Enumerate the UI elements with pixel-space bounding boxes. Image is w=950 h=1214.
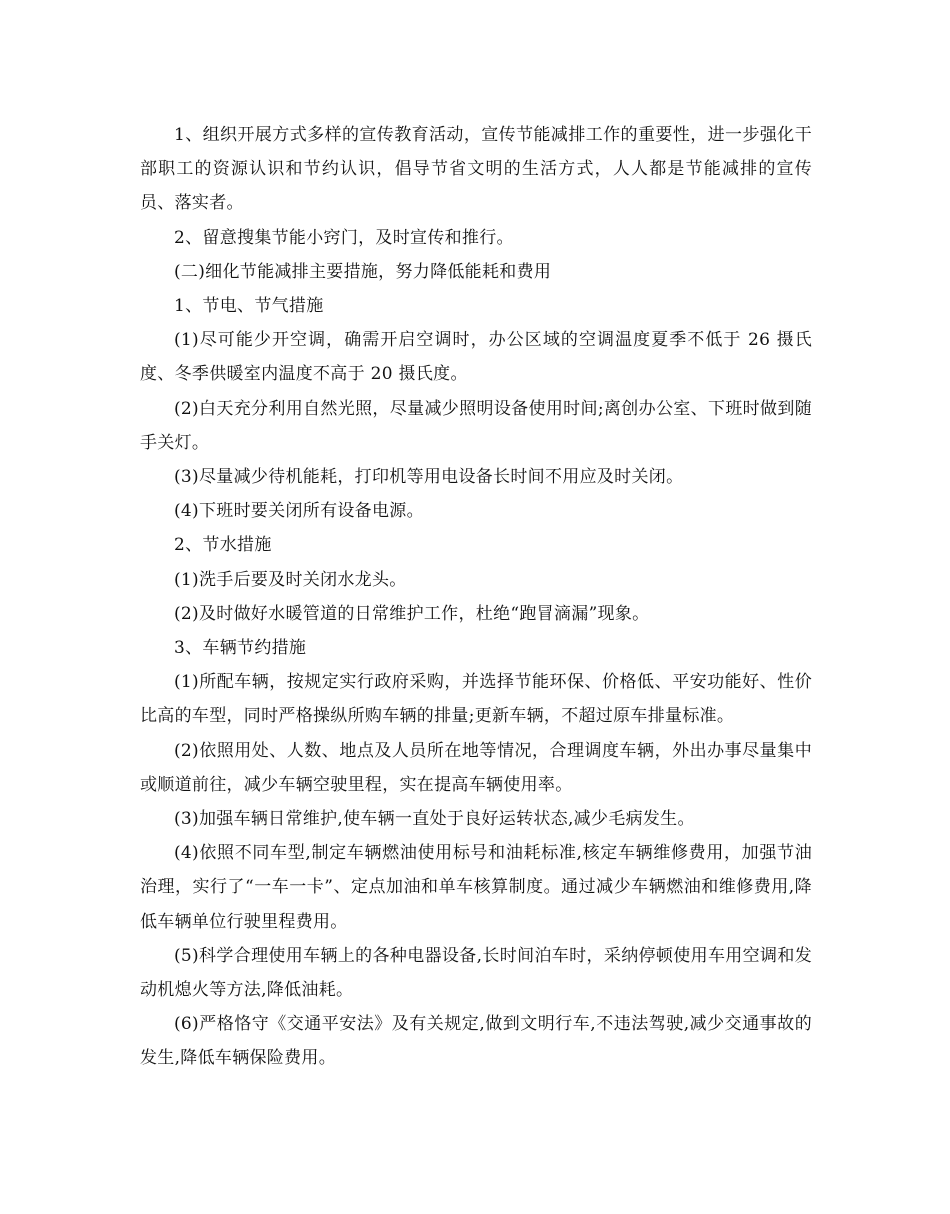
paragraph-vehicle-maintenance: (3)加强车辆日常维护,使车辆一直处于良好运转状态,减少毛病发生。: [174, 809, 695, 830]
paragraph-energy-tips: 2、留意搜集节能小窍门，及时宣传和推行。: [174, 227, 514, 248]
paragraph-vehicle-dispatch: (2)依照用处、人数、地点及人员所在地等情况，合理调度车辆，外出办事尽量集中或顺道前往，减少车辆空驶里程，实在提高车辆使用率。: [140, 740, 812, 795]
paragraph-vehicle-procurement: (1)所配车辆，按规定实行政府采购，并选择节能环保、价格低、平安功能好、性价比高的车型，同时严格操纵所购车辆的排量;更新车辆，不超过原车排量标准。: [140, 672, 812, 727]
paragraph-lighting: (2)白天充分利用自然光照，尽量减少照明设备使用时间;离创办公室、下班时做到随手关灯。: [140, 398, 812, 453]
paragraph-pipe-maintenance: (2)及时做好水暖管道的日常维护工作，杜绝“跑冒滴漏”现象。: [174, 603, 650, 624]
paragraph-traffic-safety: (6)严格恪守《交通平安法》及有关规定,做到文明行车,不违法驾驶,减少交通事故的发生,降低车辆保险费用。: [140, 1014, 812, 1069]
paragraph-publicity-activities: 1、组织开展方式多样的宣传教育活动，宣传节能减排工作的重要性，进一步强化干部职工的资源认识和节约认识，倡导节省文明的生活方式，人人都是节能减排的宣传员、落实者。: [140, 125, 812, 214]
subheading-vehicles: 3、车辆节约措施: [174, 638, 307, 659]
subheading-electricity-gas: 1、节电、节气措施: [174, 296, 324, 317]
section-heading-measures: (二)细化节能减排主要措施，努力降低能耗和费用: [174, 261, 552, 282]
paragraph-air-conditioning: (1)尽可能少开空调，确需开启空调时，办公区域的空调温度夏季不低于 26 摄氏度、冬季供暖室内温度不高于 20 摄氏度。: [140, 330, 812, 385]
subheading-water: 2、节水措施: [174, 535, 272, 556]
paragraph-electrical-equipment: (5)科学合理使用车辆上的各种电器设备,长时间泊车时，采纳停顿使用车用空调和发动机熄火等方法,降低油耗。: [140, 945, 812, 1001]
document-body: [140, 118, 812, 1076]
paragraph-fuel-standards: (4)依照不同车型,制定车辆燃油使用标号和油耗标准,核定车辆维修费用，加强节油治理，实行了“一车一卡”、定点加油和单车核算制度。通过减少车辆燃油和维修费用,降低车辆单位行驶里程费用。: [140, 843, 812, 932]
paragraph-power-off: (4)下班时要关闭所有设备电源。: [174, 501, 424, 522]
paragraph-standby-power: (3)尽量减少待机能耗，打印机等用电设备长时间不用应及时关闭。: [174, 467, 684, 488]
paragraph-faucet: (1)洗手后要及时关闭水龙头。: [174, 569, 407, 590]
